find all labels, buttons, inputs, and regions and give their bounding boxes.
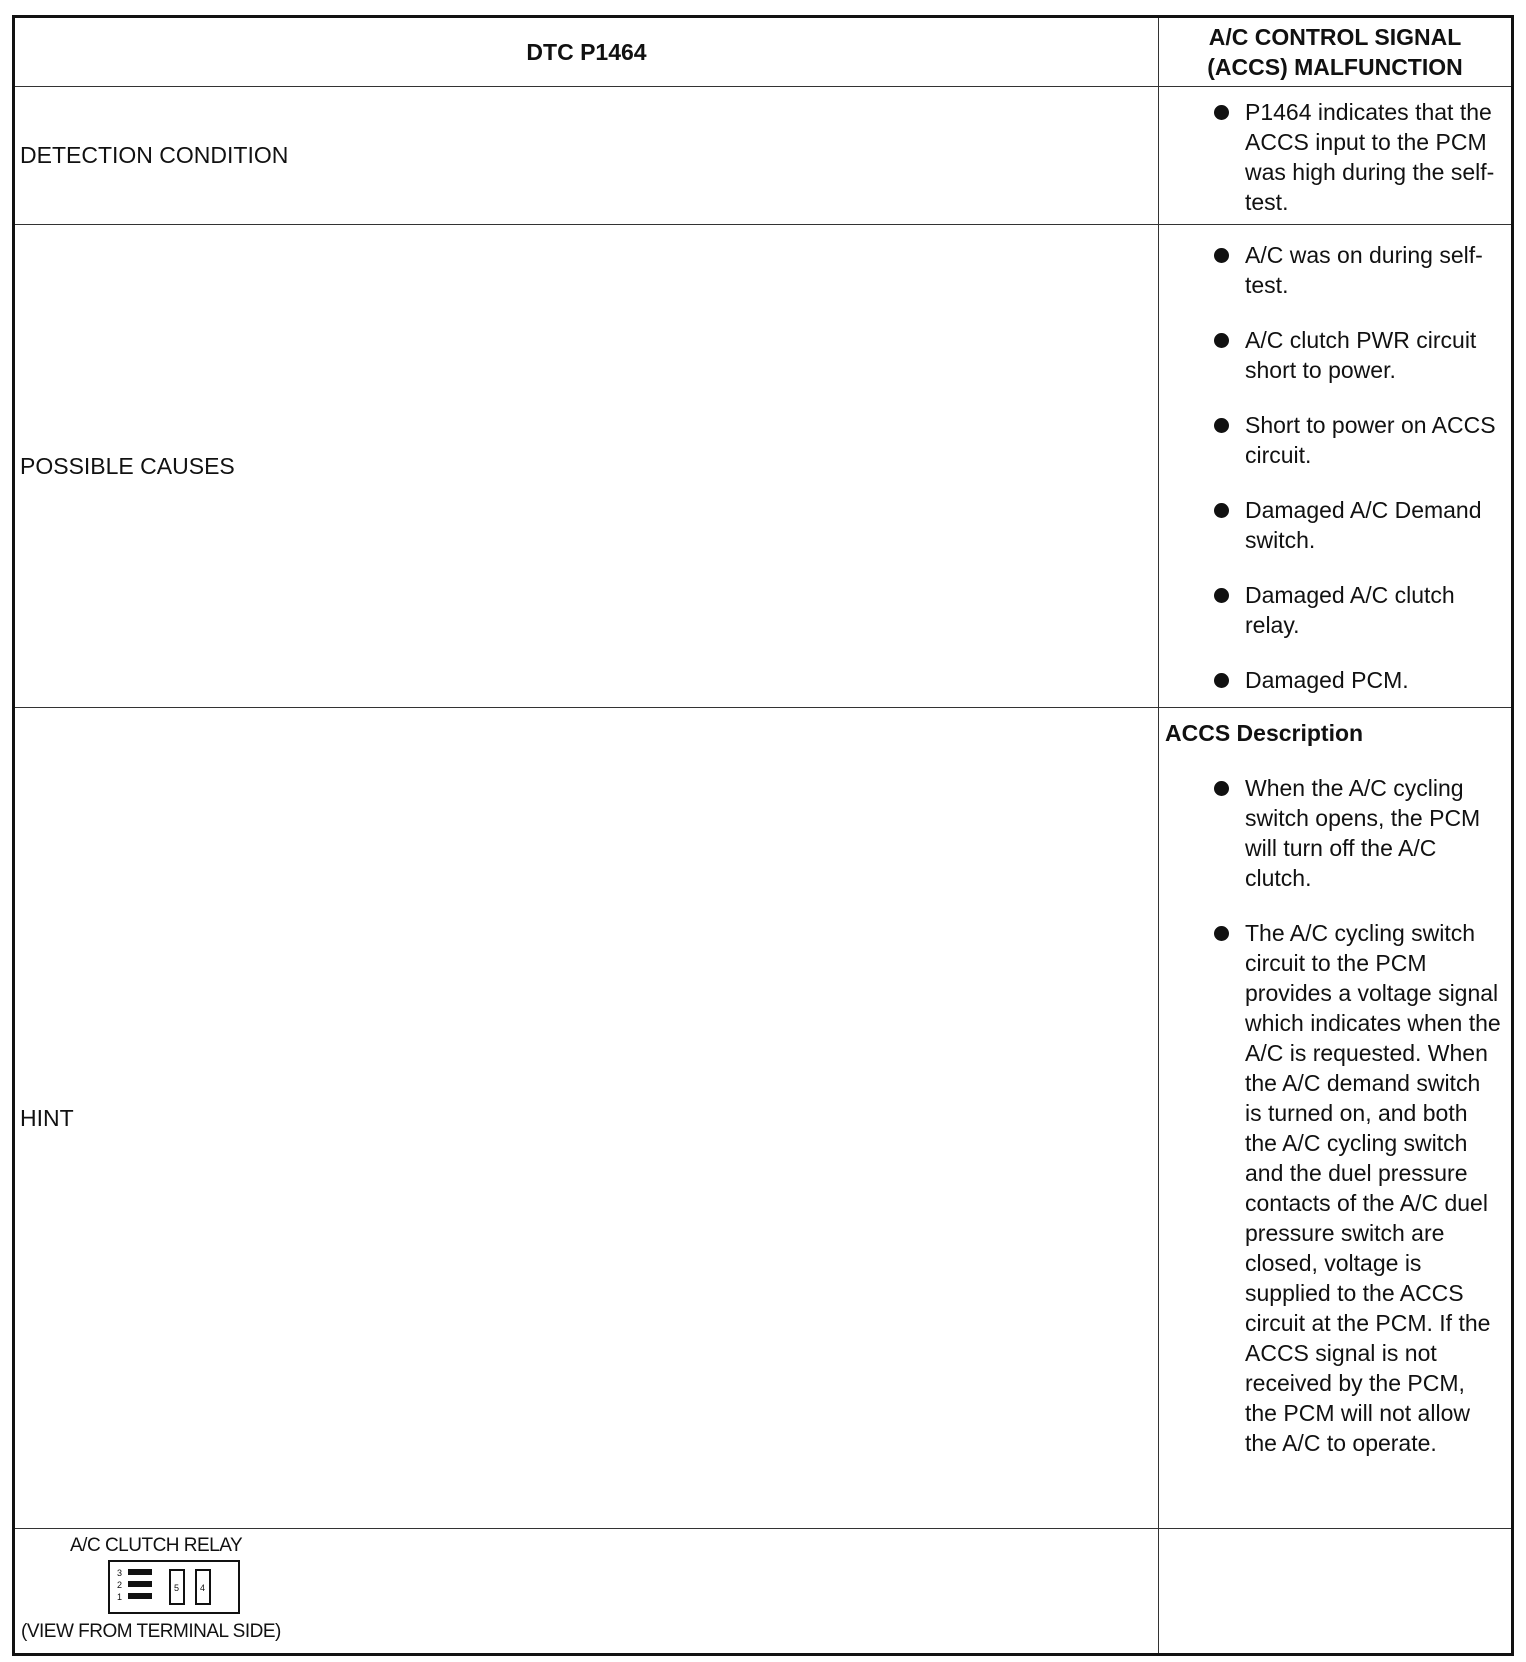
relay-title: A/C CLUTCH RELAY: [70, 1534, 243, 1556]
dtc-title-line-2: (ACCS) MALFUNCTION: [1207, 54, 1463, 81]
bullet-icon: [1214, 333, 1229, 348]
list-item: The A/C cycling switch circuit to the PCM provides a voltage signal which indicates when the A/C is requested. When the A/C demand switch is turned on, and both the A/C cycling switch and the duel pressure contacts of the A/C duel pressure switch are closed, voltage is supplied to the ACCS circuit at the PCM. If the ACCS signal is not received by the PCM, the PCM will not allow the A/C to operate.: [1169, 918, 1501, 1458]
list-item: A/C clutch PWR circuit short to power.: [1169, 325, 1501, 385]
bullet-icon: [1214, 926, 1229, 941]
detection-list: [1169, 97, 1501, 217]
hint-row: [14, 707, 1513, 1528]
pin-label-1: 1: [117, 1591, 123, 1602]
relay-diagram-cell: [14, 1528, 1159, 1654]
causes-row: [14, 224, 1513, 707]
detection-label: DETECTION CONDITION: [14, 87, 1159, 224]
pin-label-5: 5: [174, 1582, 180, 1593]
hint-list: [1169, 773, 1501, 1458]
header-row: [14, 17, 1513, 87]
pin-label-3: 3: [117, 1567, 123, 1578]
relay-empty-cell: [1159, 1528, 1513, 1654]
relay-row: [14, 1528, 1513, 1654]
hint-label: HINT: [14, 707, 1159, 1528]
bullet-icon: [1214, 781, 1229, 796]
pin-label-2: 2: [117, 1579, 123, 1590]
list-item: A/C was on during self-test.: [1169, 240, 1501, 300]
causes-list: [1169, 240, 1501, 695]
hint-heading: ACCS Description: [1165, 719, 1364, 746]
list-item: Damaged A/C Demand switch.: [1169, 495, 1501, 555]
dtc-code-heading: DTC P1464: [14, 17, 1159, 87]
list-item: Short to power on ACCS circuit.: [1169, 410, 1501, 470]
relay-footer: (VIEW FROM TERMINAL SIDE): [21, 1620, 281, 1642]
list-item: Damaged A/C clutch relay.: [1169, 580, 1501, 640]
bullet-icon: [1214, 105, 1229, 120]
bullet-icon: [1214, 588, 1229, 603]
relay-pin-2: [128, 1581, 152, 1587]
causes-label: POSSIBLE CAUSES: [14, 224, 1159, 707]
relay-connector-diagram: [108, 1560, 240, 1614]
detection-row: [14, 87, 1513, 224]
list-item: Damaged PCM.: [1169, 665, 1501, 695]
dtc-title-heading: [1159, 17, 1513, 87]
dtc-title-line-1: A/C CONTROL SIGNAL: [1208, 24, 1462, 51]
relay-pin-1: [128, 1593, 152, 1599]
bullet-icon: [1214, 503, 1229, 518]
bullet-icon: [1214, 418, 1229, 433]
detection-content: [1159, 87, 1513, 224]
relay-pin-3: [128, 1569, 152, 1575]
bullet-icon: [1214, 248, 1229, 263]
list-item: P1464 indicates that the ACCS input to the PCM was high during the self-test.: [1169, 97, 1501, 217]
list-item: When the A/C cycling switch opens, the PCM will turn off the A/C clutch.: [1169, 773, 1501, 893]
pin-label-4: 4: [200, 1582, 206, 1593]
dtc-table: [12, 15, 1514, 1656]
hint-content: [1159, 707, 1513, 1528]
bullet-icon: [1214, 673, 1229, 688]
causes-content: [1159, 224, 1513, 707]
